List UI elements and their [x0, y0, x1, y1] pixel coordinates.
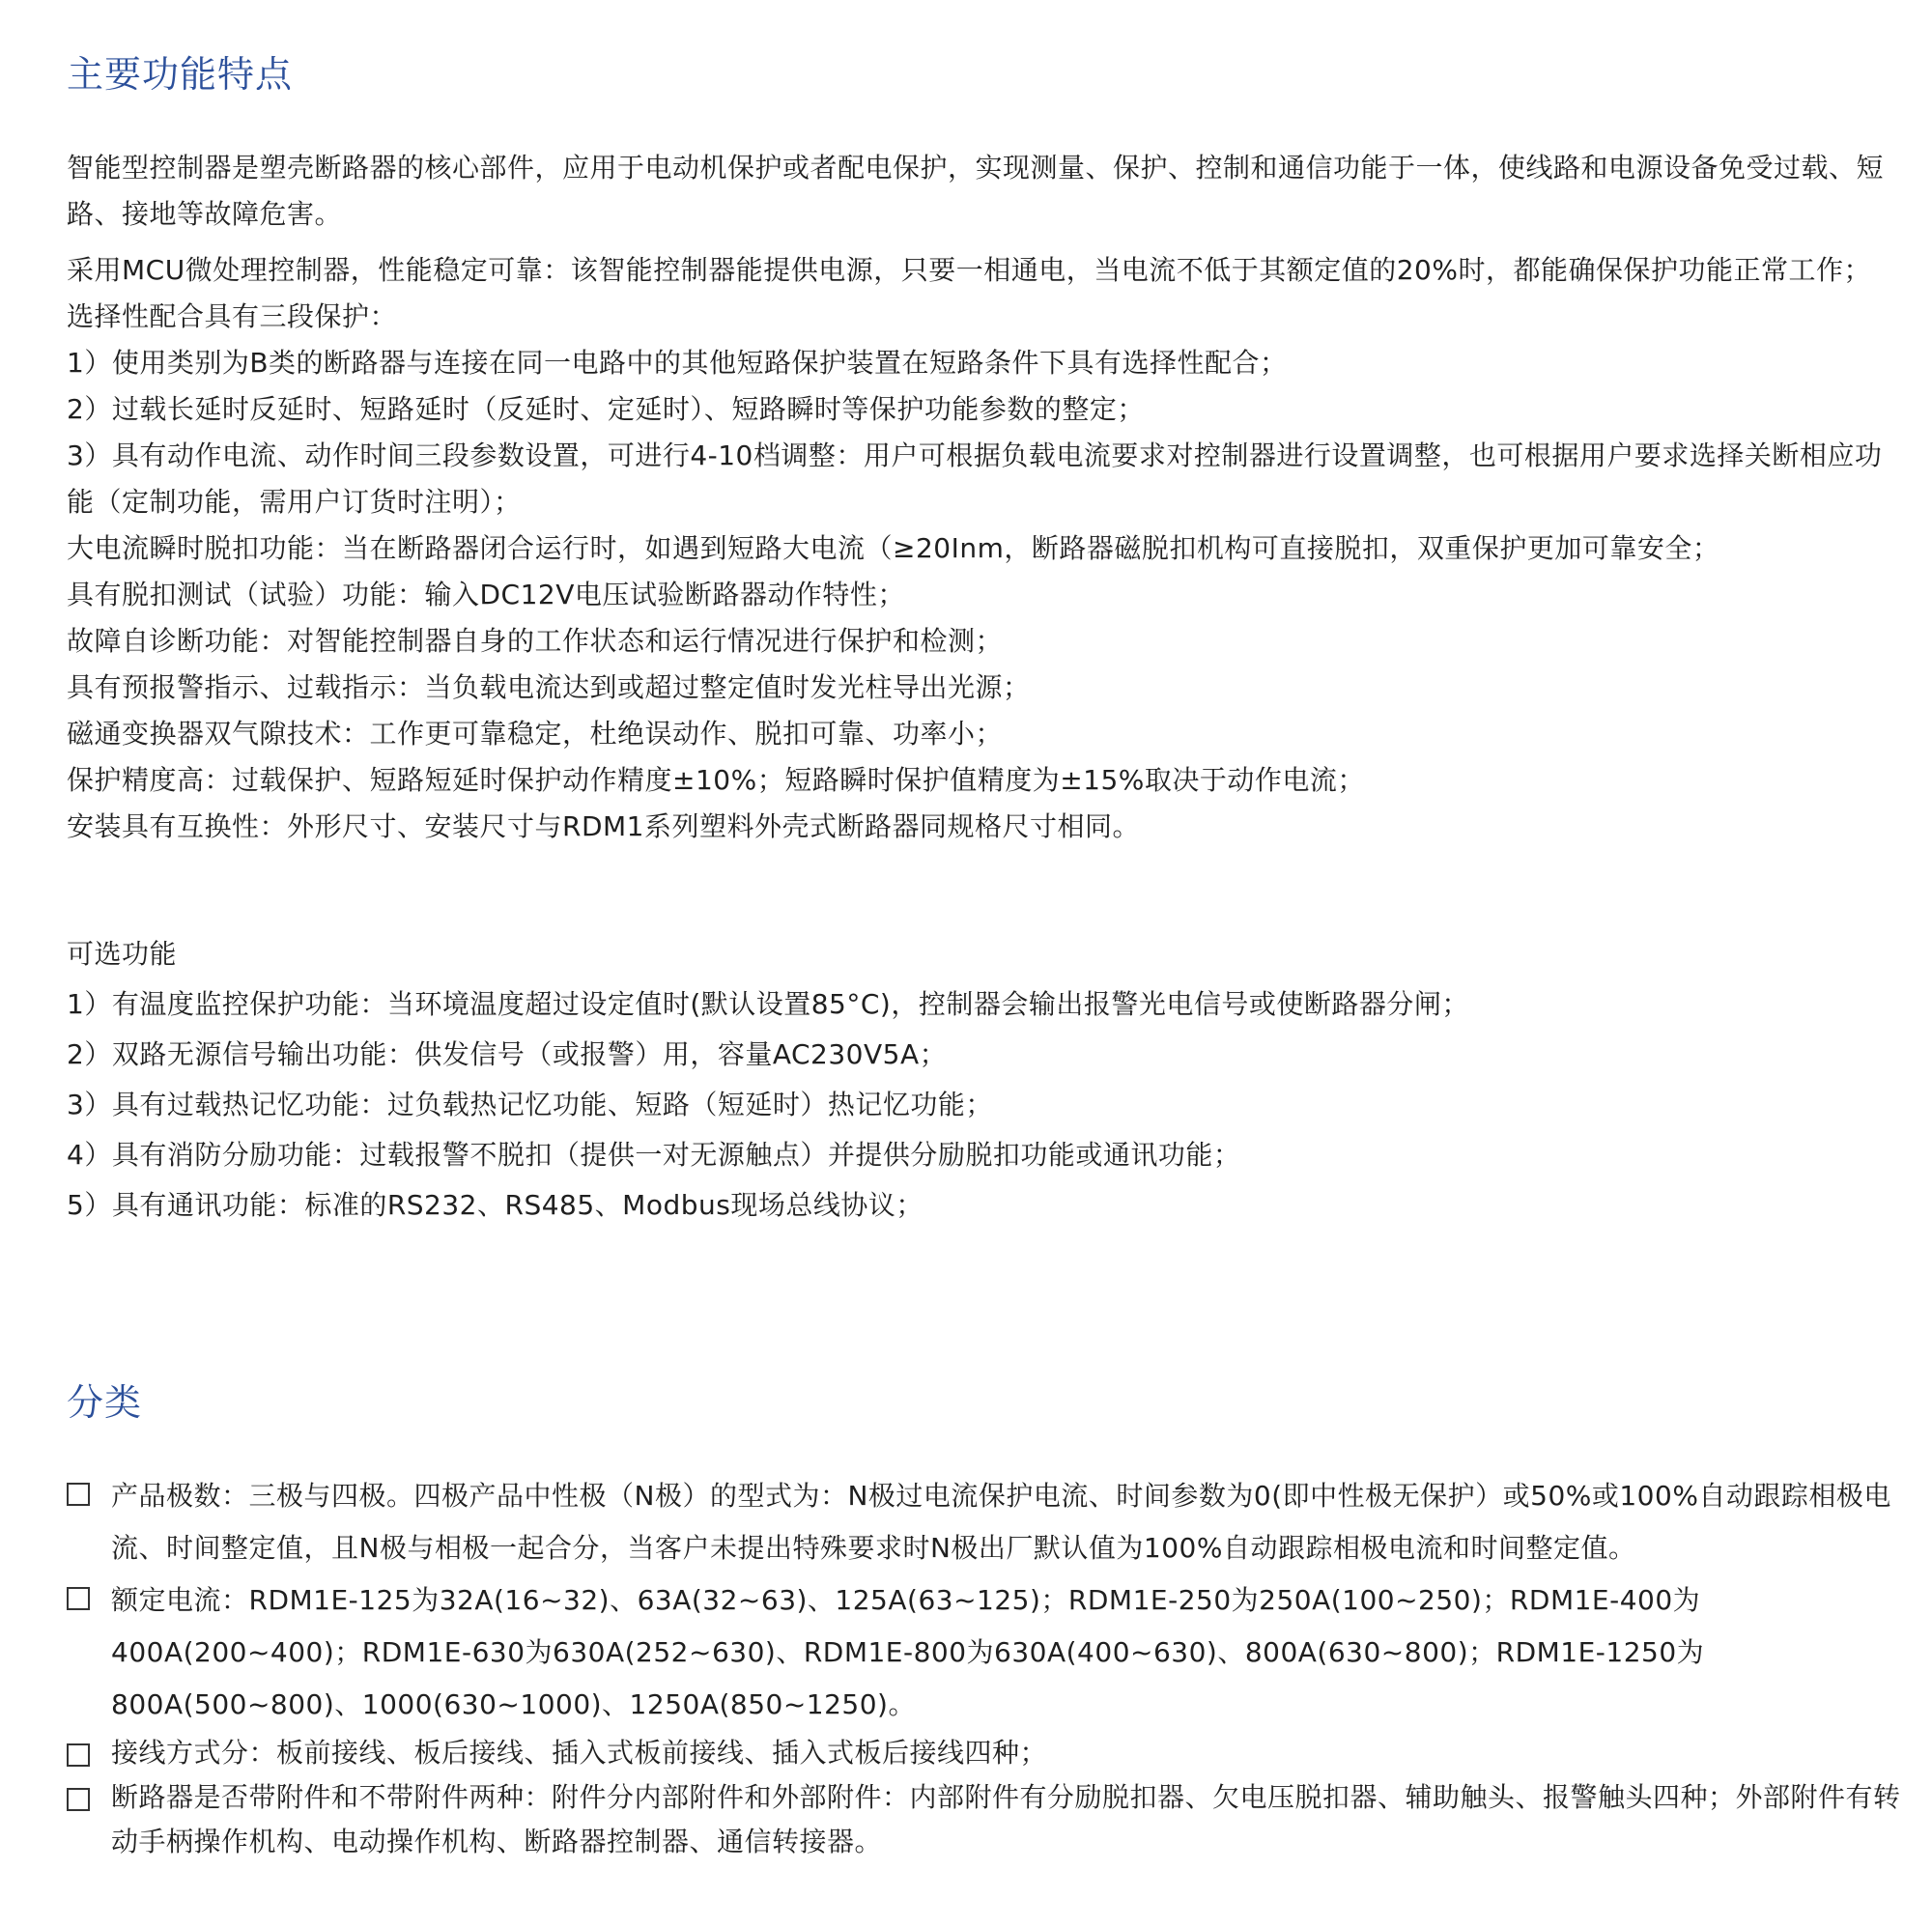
features-paragraph: 具有预报警指示、过载指示：当负载电流达到或超过整定值时发光柱导出光源； — [67, 671, 1031, 703]
classification-item-rated-current — [67, 1574, 1902, 1731]
features-paragraph: 大电流瞬时脱扣功能：当在断路器闭合运行时，如遇到短路大电流（≥20Inm，断路器磁脱扣机构可直接脱扣，双重保护更加可靠安全； — [67, 532, 1720, 564]
features-paragraph: 保护精度高：过载保护、短路短延时保护动作精度±10%；短路瞬时保护值精度为±15%取决于动作电流； — [67, 764, 1365, 796]
features-paragraph: 选择性配合具有三段保护： — [67, 300, 398, 332]
classification-item-accessories — [67, 1775, 1902, 1864]
features-paragraph: 安装具有互换性：外形尺寸、安装尺寸与RDM1系列塑料外壳式断路器同规格尺寸相同。 — [67, 810, 1140, 842]
classification-item-poles — [67, 1470, 1902, 1574]
features-paragraph: 磁通变换器双气隙技术：工作更可靠稳定，杜绝误动作、脱扣可靠、功率小； — [67, 718, 1004, 750]
checkbox-icon — [67, 1788, 90, 1811]
classification-list — [67, 1470, 1902, 1864]
classification-item-text: 断路器是否带附件和不带附件两种：附件分内部附件和外部附件：内部附件有分励脱扣器、欠电压脱扣器、辅助触头、报警触头四种；外部附件有转动手柄操作机构、电动操作机构、断路器控制器、通信转接器。 — [111, 1781, 1901, 1857]
optional-functions-title: 可选功能 — [67, 938, 178, 970]
classification-item-wiring — [67, 1731, 1902, 1775]
features-intro-paragraph: 智能型控制器是塑壳断路器的核心部件，应用于电动机保护或者配电保护，实现测量、保护、控制和通信功能于一体，使线路和电源设备免受过载、短路、接地等故障危害。 — [67, 152, 1885, 230]
features-paragraph: 1）使用类别为B类的断路器与连接在同一电路中的其他短路保护装置在短路条件下具有选择性配合； — [67, 347, 1288, 379]
classification-item-text: 产品极数：三极与四极。四极产品中性极（N极）的型式为：N极过电流保护电流、时间参数为0(即中性极无保护）或50%或100%自动跟踪相极电流、时间整定值，且N极与相极一起合分，当客户未提出特殊要求时N极出厂默认值为100%自动跟踪相极电流和时间整定值。 — [111, 1480, 1891, 1564]
optional-function-item: 5）具有通讯功能：标准的RS232、RS485、Modbus现场总线协议； — [67, 1189, 923, 1221]
optional-function-item: 1）有温度监控保护功能：当环境温度超过设定值时(默认设置85°C)，控制器会输出报警光电信号或使断路器分闸； — [67, 988, 1469, 1020]
features-paragraph: 3）具有动作电流、动作时间三段参数设置，可进行4-10档调整：用户可根据负载电流要求对控制器进行设置调整，也可根据用户要求选择关断相应功能（定制功能，需用户订货时注明）； — [67, 439, 1883, 518]
main-features-heading: 主要功能特点 — [67, 53, 294, 96]
optional-function-item: 2）双路无源信号输出功能：供发信号（或报警）用，容量AC230V5A； — [67, 1038, 948, 1070]
features-body — [67, 145, 1902, 850]
optional-function-item: 3）具有过载热记忆功能：过负载热记忆功能、短路（短延时）热记忆功能； — [67, 1089, 993, 1120]
classification-item-text: 额定电流：RDM1E-125为32A(16~32)、63A(32~63)、125A(63~125)；RDM1E-250为250A(100~250)；RDM1E-400为400A(200~400)；RDM1E-630为630A(252~630)、RDM1E-800为630A(400~630)、800A(630~800)；RDM1E-1250为800A(500~800)、1000(630~1000)、1250A(850~1250)。 — [111, 1584, 1705, 1720]
features-paragraph: 具有脱扣测试（试验）功能：输入DC12V电压试验断路器动作特性； — [67, 579, 905, 610]
features-paragraph: 2）过载长延时反延时、短路延时（反延时、定延时）、短路瞬时等保护功能参数的整定； — [67, 393, 1145, 425]
features-paragraph: 故障自诊断功能：对智能控制器自身的工作状态和运行情况进行保护和检测； — [67, 625, 1004, 657]
optional-functions-section — [67, 929, 1902, 1231]
features-paragraph: 采用MCU微处理控制器，性能稳定可靠：该智能控制器能提供电源，只要一相通电，当电流不低于其额定值的20%时，都能确保保护功能正常工作； — [67, 254, 1871, 286]
optional-function-item: 4）具有消防分励功能：过载报警不脱扣（提供一对无源触点）并提供分励脱扣功能或通讯功能； — [67, 1139, 1241, 1171]
checkbox-icon — [67, 1743, 90, 1767]
classification-item-text: 接线方式分：板前接线、板后接线、插入式板前接线、插入式板后接线四种； — [111, 1737, 1048, 1769]
checkbox-icon — [67, 1483, 90, 1506]
classification-heading: 分类 — [67, 1381, 143, 1424]
checkbox-icon — [67, 1587, 90, 1610]
